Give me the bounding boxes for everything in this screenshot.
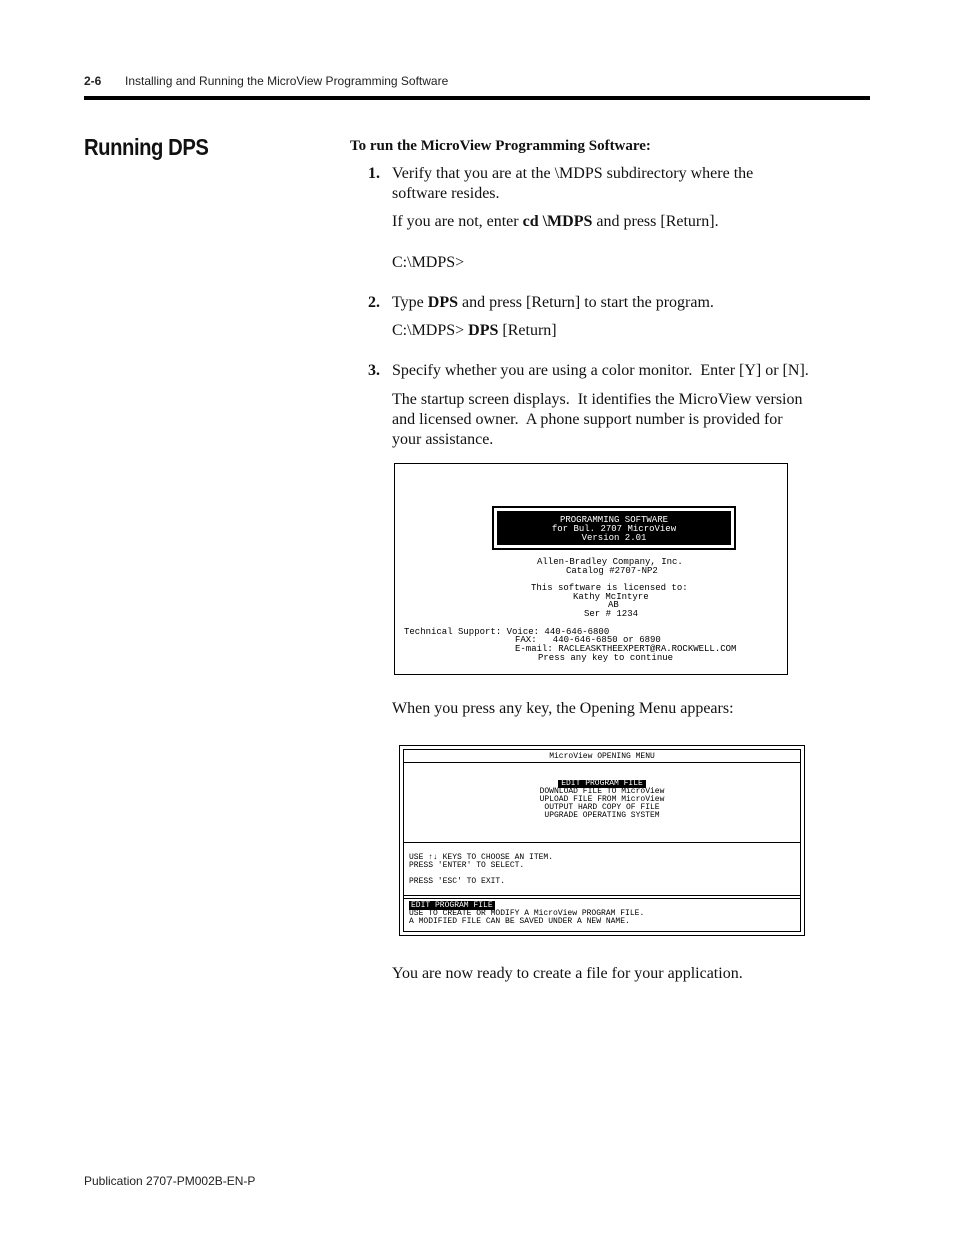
- closing-text: You are now ready to create a file for your application.: [392, 965, 743, 982]
- step-1-sub: If you are not, enter cd \MDPS and press [Return].: [392, 213, 719, 230]
- startup-licensee: Kathy McIntyre: [573, 592, 649, 602]
- step-2-command: C:\MDPS> DPS [Return]: [392, 322, 557, 339]
- status-line-1: USE TO CREATE OR MODIFY A MicroView PROGRAM FILE.: [409, 909, 645, 918]
- menu-divider: [404, 762, 800, 763]
- menu-divider: [404, 842, 800, 843]
- step-3-number: 3.: [368, 362, 380, 379]
- menu-item-download[interactable]: DOWNLOAD FILE TO MicroView: [539, 787, 665, 796]
- header-title: Installing and Running the MicroView Programming Software: [125, 74, 449, 88]
- menu-item-edit-program-file[interactable]: EDIT PROGRAM FILE: [558, 780, 646, 788]
- procedure-intro: To run the MicroView Programming Software:: [350, 138, 651, 154]
- opening-menu-list: [404, 780, 800, 820]
- startup-support-email: E-mail: RACLEASKTHEEXPERT@RA.ROCKWELL.COM: [515, 644, 737, 654]
- startup-banner: PROGRAMMING SOFTWARE for Bul. 2707 MicroView Version 2.01: [492, 506, 736, 550]
- page-number: 2-6: [84, 74, 102, 88]
- step-3-text: Specify whether you are using a color monitor. Enter [Y] or [N].: [392, 362, 809, 379]
- help-line-3: PRESS 'ESC' TO EXIT.: [409, 877, 506, 886]
- step-1-prompt: C:\MDPS>: [392, 254, 465, 271]
- startup-screen: [394, 463, 788, 675]
- menu-item-upgrade-os[interactable]: UPGRADE OPERATING SYSTEM: [544, 811, 660, 820]
- menu-item-output-hard-copy[interactable]: OUTPUT HARD COPY OF FILE: [544, 803, 660, 812]
- menu-item-upload[interactable]: UPLOAD FILE FROM MicroView: [539, 795, 665, 804]
- startup-catalog: Catalog #2707-NP2: [566, 566, 658, 576]
- startup-company: Allen-Bradley Company, Inc.: [537, 557, 683, 567]
- publication-footer: Publication 2707-PM002B-EN-P: [84, 1174, 256, 1188]
- status-line-2: A MODIFIED FILE CAN BE SAVED UNDER A NEW NAME.: [409, 917, 630, 926]
- startup-license-label: This software is licensed to:: [531, 583, 688, 593]
- startup-continue: Press any key to continue: [538, 653, 674, 663]
- page-header: [84, 72, 870, 92]
- step-3-description: The startup screen displays. It identifies the MicroView version and licensed owner. A phone support number is provided for your assistance.: [392, 391, 803, 448]
- help-line-2: PRESS 'ENTER' TO SELECT.: [409, 861, 525, 870]
- menu-caption: When you press any key, the Opening Menu appears:: [392, 700, 734, 717]
- opening-menu-title: MicroView OPENING MENU: [549, 752, 655, 761]
- startup-support-voice: Technical Support: Voice: 440-646-6800: [404, 627, 610, 637]
- menu-divider: [404, 898, 800, 899]
- step-2-text: Type DPS and press [Return] to start the program.: [392, 294, 714, 311]
- status-label: EDIT PROGRAM FILE: [411, 901, 493, 910]
- opening-menu-screen: [399, 745, 805, 936]
- help-line-1: USE ↑↓ KEYS TO CHOOSE AN ITEM.: [409, 853, 554, 862]
- step-1-text: Verify that you are at the \MDPS subdirectory where the software resides.: [392, 165, 754, 202]
- startup-serial: Ser # 1234: [584, 609, 639, 619]
- startup-support-fax: FAX: 440-646-6850 or 6890: [515, 635, 661, 645]
- step-2-number: 2.: [368, 294, 380, 311]
- menu-divider: [404, 895, 800, 896]
- section-title: Running DPS: [84, 134, 209, 160]
- step-1-number: 1.: [368, 165, 380, 182]
- startup-org: AB: [608, 600, 619, 610]
- header-rule: [84, 96, 870, 100]
